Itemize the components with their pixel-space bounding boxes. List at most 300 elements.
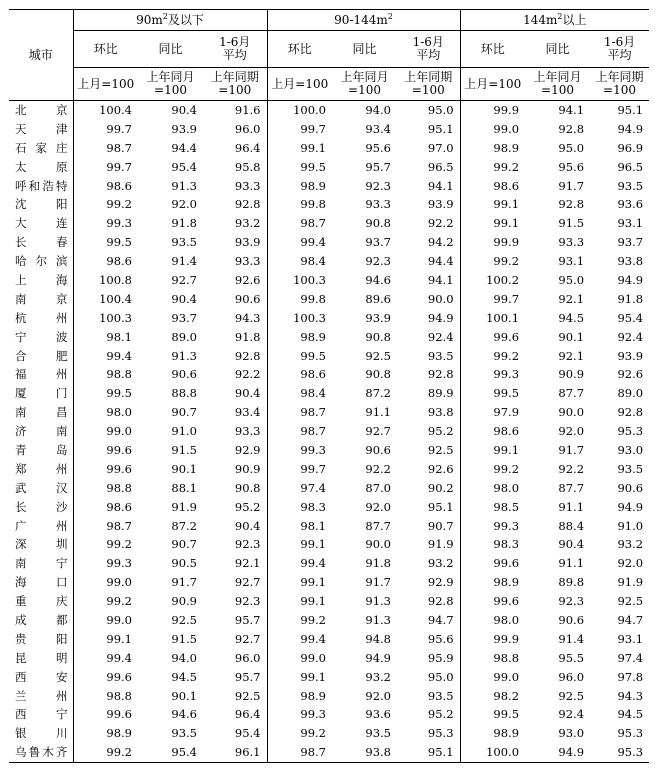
value-large-avg: 95.4	[617, 310, 644, 325]
value-small-yoy: 90.4	[171, 291, 197, 306]
city-name: 宁波	[9, 328, 73, 347]
value-small-mom: 98.7	[106, 518, 132, 533]
value-medium-avg: 93.8	[397, 403, 460, 422]
value-small-avg: 92.5	[203, 687, 267, 706]
value-large-mom: 97.9	[493, 405, 520, 420]
city-name: 青岛	[9, 441, 73, 460]
value-large-mom: 100.0	[460, 743, 525, 762]
value-medium-avg: 95.1	[397, 743, 460, 762]
table-row	[9, 328, 649, 347]
value-medium-yoy: 91.3	[365, 612, 391, 627]
value-small-avg: 90.9	[203, 460, 267, 479]
value-medium-avg: 97.0	[397, 139, 460, 158]
value-large-avg: 93.5	[617, 178, 644, 193]
mom-header: 环比	[73, 31, 138, 68]
value-large-yoy: 95.5	[558, 650, 585, 665]
table-row	[9, 630, 649, 649]
value-medium-avg: 92.2	[397, 214, 460, 233]
value-small-yoy: 91.3	[171, 348, 197, 363]
value-medium-avg: 95.2	[397, 706, 460, 725]
value-small-mom: 100.4	[99, 102, 132, 117]
value-medium-avg: 92.4	[397, 328, 460, 347]
value-small-yoy: 90.6	[171, 367, 197, 382]
value-small-avg: 96.1	[203, 743, 267, 762]
value-medium-mom: 99.8	[300, 291, 326, 306]
value-small-avg: 95.7	[203, 668, 267, 687]
value-medium-avg: 94.7	[397, 611, 460, 630]
value-medium-yoy: 93.7	[365, 235, 391, 250]
city-name: 贵阳	[9, 630, 73, 649]
value-large-yoy: 92.3	[558, 594, 585, 609]
city-name: 银川	[9, 724, 73, 743]
table-row	[9, 441, 649, 460]
value-medium-avg: 91.9	[397, 535, 460, 554]
value-large-yoy: 92.8	[558, 121, 585, 136]
value-small-mom: 98.9	[106, 726, 132, 741]
city-name: 南宁	[9, 554, 73, 573]
value-medium-mom: 99.1	[300, 594, 326, 609]
value-small-avg: 92.3	[203, 535, 267, 554]
group-header-small: $90m^2$及以下	[73, 10, 267, 31]
value-large-mom: 98.0	[493, 480, 520, 495]
table-row	[9, 271, 649, 290]
value-medium-yoy: 93.5	[365, 726, 391, 741]
value-small-avg: 93.2	[203, 214, 267, 233]
value-small-mom: 98.0	[106, 405, 132, 420]
value-large-avg: 92.6	[617, 367, 644, 382]
value-large-mom: 99.9	[493, 631, 520, 646]
table-header	[9, 10, 649, 101]
value-medium-yoy: 93.6	[365, 707, 391, 722]
value-large-avg: 93.8	[617, 254, 644, 269]
table-row	[9, 177, 649, 196]
value-small-yoy: 95.4	[171, 159, 197, 174]
city-name: 重庆	[9, 592, 73, 611]
value-medium-avg: 93.9	[397, 195, 460, 214]
value-large-avg: 93.1	[617, 631, 644, 646]
value-large-yoy: 94.9	[525, 743, 590, 762]
value-small-yoy: 91.9	[171, 499, 197, 514]
value-large-mom: 99.3	[493, 367, 520, 382]
value-large-yoy: 90.4	[558, 537, 585, 552]
city-name: 呼和浩特	[9, 177, 73, 196]
value-medium-mom: 100.3	[293, 272, 326, 287]
value-medium-mom: 99.3	[300, 707, 326, 722]
value-large-avg: 91.8	[617, 291, 644, 306]
value-small-yoy: 90.7	[171, 405, 197, 420]
value-small-yoy: 88.1	[171, 480, 197, 495]
value-small-avg: 90.8	[203, 479, 267, 498]
value-medium-yoy: 90.6	[365, 442, 391, 457]
table-row	[9, 498, 649, 517]
value-medium-mom: 99.8	[300, 197, 326, 212]
value-large-mom: 99.3	[493, 518, 520, 533]
value-small-yoy: 90.7	[171, 537, 197, 552]
value-medium-avg: 95.6	[397, 630, 460, 649]
value-small-avg: 93.3	[203, 252, 267, 271]
table-row	[9, 309, 649, 328]
city-name: 太原	[9, 158, 73, 177]
value-small-mom: 98.8	[106, 367, 132, 382]
table-row	[9, 743, 649, 762]
value-large-yoy: 90.0	[558, 405, 585, 420]
value-small-yoy: 94.5	[171, 669, 197, 684]
value-medium-yoy: 90.0	[365, 537, 391, 552]
value-medium-avg: 95.1	[397, 498, 460, 517]
h1-average-header: 1-6月 平均	[397, 31, 460, 68]
value-small-yoy: 93.7	[171, 310, 197, 325]
city-name: 哈尔滨	[9, 252, 73, 271]
city-name: 石家庄	[9, 139, 73, 158]
value-large-yoy: 90.9	[558, 367, 585, 382]
value-large-mom: 99.6	[493, 329, 520, 344]
value-medium-yoy: 93.4	[365, 121, 391, 136]
value-small-yoy: 89.0	[171, 329, 197, 344]
city-name: 大连	[9, 214, 73, 233]
price-index-table	[9, 9, 649, 763]
value-small-mom: 99.0	[106, 612, 132, 627]
value-small-yoy: 88.8	[171, 386, 197, 401]
value-medium-avg: 94.2	[397, 233, 460, 252]
value-medium-mom: 98.7	[300, 424, 326, 439]
value-medium-avg: 90.2	[397, 479, 460, 498]
value-small-avg: 92.9	[203, 441, 267, 460]
value-small-mom: 99.6	[106, 707, 132, 722]
value-large-mom: 98.6	[493, 424, 520, 439]
value-medium-yoy: 94.0	[365, 102, 391, 117]
value-large-yoy: 94.5	[558, 310, 585, 325]
table-row	[9, 101, 649, 120]
value-large-yoy: 91.7	[558, 178, 585, 193]
value-large-mom: 99.5	[493, 707, 520, 722]
value-medium-avg: 94.9	[397, 309, 460, 328]
table-row	[9, 724, 649, 743]
value-small-avg: 93.9	[203, 233, 267, 252]
value-large-avg: 94.5	[617, 707, 644, 722]
value-large-yoy: 96.0	[558, 669, 585, 684]
value-medium-yoy: 91.7	[365, 575, 391, 590]
value-medium-avg: 89.9	[397, 384, 460, 403]
value-large-mom: 98.5	[493, 499, 520, 514]
value-large-mom: 99.7	[493, 291, 520, 306]
value-large-avg: 92.5	[617, 594, 644, 609]
mom-header: 环比	[460, 31, 525, 68]
value-large-mom: 100.1	[486, 310, 520, 325]
value-small-avg: 91.6	[203, 101, 267, 120]
value-small-mom: 99.2	[106, 197, 132, 212]
value-medium-yoy: 92.3	[365, 178, 391, 193]
value-large-yoy: 91.1	[558, 556, 585, 571]
value-large-yoy: 92.5	[558, 688, 585, 703]
value-small-mom: 99.0	[106, 424, 132, 439]
value-large-mom: 99.1	[493, 197, 520, 212]
value-small-yoy: 91.5	[171, 442, 197, 457]
value-medium-yoy: 93.8	[332, 743, 397, 762]
value-medium-yoy: 92.3	[365, 254, 391, 269]
value-medium-avg: 92.8	[397, 365, 460, 384]
value-medium-avg: 95.0	[397, 668, 460, 687]
h1-average-header: 1-6月 平均	[203, 31, 267, 68]
value-small-yoy: 92.0	[171, 197, 197, 212]
value-medium-mom: 99.5	[300, 348, 326, 363]
value-medium-yoy: 92.2	[365, 461, 391, 476]
value-medium-avg: 94.4	[397, 252, 460, 271]
value-small-yoy: 93.9	[171, 121, 197, 136]
table-row	[9, 365, 649, 384]
value-small-avg: 93.3	[203, 422, 267, 441]
value-large-yoy: 91.5	[558, 216, 585, 231]
value-large-mom: 99.1	[493, 442, 520, 457]
value-large-mom: 98.9	[493, 140, 520, 155]
value-medium-avg: 92.9	[397, 573, 460, 592]
value-small-avg: 92.8	[203, 195, 267, 214]
value-small-avg: 92.7	[203, 630, 267, 649]
value-large-mom: 99.9	[493, 235, 520, 250]
table-row	[9, 573, 649, 592]
value-medium-avg: 95.1	[397, 120, 460, 139]
table-row	[9, 554, 649, 573]
city-name: 厦门	[9, 384, 73, 403]
value-large-mom: 99.6	[493, 556, 520, 571]
value-large-mom: 99.5	[493, 386, 520, 401]
value-medium-yoy: 95.6	[365, 140, 391, 155]
value-large-mom: 99.0	[493, 121, 520, 136]
value-small-avg: 91.8	[203, 328, 267, 347]
value-medium-mom: 99.1	[300, 140, 326, 155]
value-large-avg: 95.3	[617, 726, 644, 741]
value-large-yoy: 92.8	[558, 197, 585, 212]
value-large-yoy: 91.4	[558, 631, 585, 646]
value-large-avg: 93.6	[617, 197, 644, 212]
value-large-yoy: 92.1	[558, 348, 585, 363]
same-month-base: 上年同月 =100	[525, 68, 590, 101]
value-medium-mom: 98.9	[300, 178, 326, 193]
value-large-avg: 90.6	[617, 480, 644, 495]
value-small-mom: 100.3	[99, 310, 132, 325]
value-medium-mom: 98.7	[300, 405, 326, 420]
value-small-yoy: 94.4	[171, 140, 197, 155]
value-medium-mom: 97.4	[300, 480, 326, 495]
value-small-avg: 92.1	[203, 554, 267, 573]
table-row	[9, 422, 649, 441]
value-medium-avg: 95.9	[397, 649, 460, 668]
value-medium-yoy: 94.6	[365, 272, 391, 287]
value-medium-avg: 93.5	[397, 347, 460, 366]
value-small-yoy: 91.8	[171, 216, 197, 231]
value-small-mom: 99.4	[106, 348, 132, 363]
sub-header-row	[9, 31, 649, 68]
value-small-mom: 100.8	[99, 272, 132, 287]
value-small-yoy: 93.5	[171, 726, 197, 741]
table-row	[9, 706, 649, 725]
yoy-header: 同比	[525, 31, 590, 68]
city-name: 郑州	[9, 460, 73, 479]
value-large-mom: 98.8	[493, 650, 520, 665]
city-name: 南昌	[9, 403, 73, 422]
value-medium-yoy: 89.6	[365, 291, 391, 306]
table-row	[9, 403, 649, 422]
value-large-mom: 99.2	[493, 461, 520, 476]
value-large-yoy: 95.0	[558, 140, 585, 155]
value-medium-mom: 99.1	[300, 537, 326, 552]
value-large-avg: 95.3	[617, 424, 644, 439]
table-row	[9, 290, 649, 309]
value-medium-yoy: 87.2	[365, 386, 391, 401]
group-header-large: $144m^2$以上	[460, 10, 649, 31]
value-large-avg: 94.7	[617, 612, 644, 627]
value-small-yoy: 90.5	[171, 556, 197, 571]
value-medium-avg: 94.1	[397, 177, 460, 196]
table-row	[9, 668, 649, 687]
city-name: 南京	[9, 290, 73, 309]
group-header-medium: $90-144m^2$	[267, 10, 460, 31]
yoy-header: 同比	[332, 31, 397, 68]
city-name: 兰州	[9, 687, 73, 706]
value-medium-yoy: 95.7	[365, 159, 391, 174]
same-period-base: 上年同期 =100	[590, 68, 649, 101]
value-small-yoy: 91.3	[171, 178, 197, 193]
value-medium-mom: 99.7	[300, 121, 326, 136]
value-medium-avg: 92.6	[397, 460, 460, 479]
value-small-yoy: 94.0	[171, 650, 197, 665]
prev-month-base: 上月=100	[267, 68, 332, 101]
value-medium-mom: 99.0	[300, 650, 326, 665]
value-medium-mom: 98.4	[300, 386, 326, 401]
value-large-avg: 93.2	[617, 537, 644, 552]
yoy-header: 同比	[138, 31, 203, 68]
value-large-avg: 96.5	[617, 159, 644, 174]
value-small-avg: 96.4	[203, 139, 267, 158]
value-small-avg: 95.2	[203, 498, 267, 517]
value-medium-yoy: 87.0	[365, 480, 391, 495]
value-small-yoy: 91.0	[171, 424, 197, 439]
value-small-yoy: 87.2	[171, 518, 197, 533]
same-month-base: 上年同月 =100	[332, 68, 397, 101]
value-large-avg: 96.9	[617, 140, 644, 155]
value-small-avg: 90.4	[203, 384, 267, 403]
value-medium-avg: 95.3	[397, 724, 460, 743]
table-row	[9, 195, 649, 214]
value-medium-yoy: 93.3	[365, 197, 391, 212]
value-small-yoy: 94.6	[171, 707, 197, 722]
price-index-table-container	[9, 9, 649, 763]
value-large-avg: 94.9	[617, 272, 644, 287]
value-medium-yoy: 93.9	[365, 310, 391, 325]
value-large-yoy: 93.3	[558, 235, 585, 250]
value-medium-yoy: 92.5	[365, 348, 391, 363]
value-large-mom: 98.2	[493, 688, 520, 703]
value-medium-yoy: 91.8	[365, 556, 391, 571]
value-medium-mom: 99.4	[300, 631, 326, 646]
value-large-avg: 91.9	[617, 575, 644, 590]
value-small-avg: 92.7	[203, 573, 267, 592]
value-large-mom: 99.1	[493, 216, 520, 231]
city-name: 福州	[9, 365, 73, 384]
value-small-avg: 96.0	[203, 120, 267, 139]
city-name: 长春	[9, 233, 73, 252]
mom-header: 环比	[267, 31, 332, 68]
city-name: 广州	[9, 517, 73, 536]
value-small-mom: 99.2	[106, 594, 132, 609]
value-small-avg: 95.8	[203, 158, 267, 177]
value-large-avg: 91.0	[617, 518, 644, 533]
value-large-avg: 93.7	[617, 235, 644, 250]
value-small-mom: 99.6	[106, 442, 132, 457]
value-large-yoy: 88.4	[558, 518, 585, 533]
value-small-mom: 99.4	[106, 650, 132, 665]
value-small-yoy: 92.5	[171, 612, 197, 627]
value-medium-yoy: 93.2	[365, 669, 391, 684]
city-name: 海口	[9, 573, 73, 592]
value-large-yoy: 87.7	[558, 386, 585, 401]
value-large-avg: 97.4	[617, 650, 644, 665]
value-small-avg: 96.4	[203, 706, 267, 725]
base-header-row	[9, 68, 649, 101]
value-small-yoy: 90.9	[171, 594, 197, 609]
value-small-mom: 100.4	[99, 291, 132, 306]
value-medium-mom: 99.4	[300, 556, 326, 571]
same-period-base: 上年同期 =100	[203, 68, 267, 101]
value-large-yoy: 93.0	[558, 726, 585, 741]
value-large-mom: 99.2	[493, 348, 520, 363]
value-large-yoy: 92.4	[558, 707, 585, 722]
city-name: 合肥	[9, 347, 73, 366]
value-large-avg: 89.0	[617, 386, 644, 401]
value-medium-mom: 98.7	[300, 216, 326, 231]
value-large-avg: 92.4	[617, 329, 644, 344]
value-small-mom: 99.6	[106, 461, 132, 476]
table-row	[9, 384, 649, 403]
table-row	[9, 649, 649, 668]
h1-average-header: 1-6月 平均	[590, 31, 649, 68]
city-name: 西安	[9, 668, 73, 687]
value-medium-yoy: 92.7	[365, 424, 391, 439]
value-small-yoy: 90.4	[171, 102, 197, 117]
value-small-avg: 93.3	[203, 177, 267, 196]
value-small-yoy: 93.5	[171, 235, 197, 250]
value-small-avg: 92.2	[203, 365, 267, 384]
value-large-avg: 93.5	[617, 461, 644, 476]
value-medium-yoy: 90.8	[365, 216, 391, 231]
value-large-mom: 98.9	[493, 726, 520, 741]
value-medium-yoy: 94.8	[365, 631, 391, 646]
value-large-yoy: 92.2	[558, 461, 585, 476]
value-medium-mom: 99.3	[300, 442, 326, 457]
value-medium-avg: 92.8	[397, 592, 460, 611]
city-name: 济南	[9, 422, 73, 441]
value-large-yoy: 95.0	[558, 272, 585, 287]
table-row	[9, 517, 649, 536]
value-small-mom: 98.8	[106, 480, 132, 495]
same-period-base: 上年同期 =100	[397, 68, 460, 101]
table-row	[9, 535, 649, 554]
value-large-avg: 92.0	[617, 556, 644, 571]
value-medium-mom: 99.1	[300, 669, 326, 684]
value-medium-mom: 99.2	[300, 726, 326, 741]
city-name: 成都	[9, 611, 73, 630]
value-medium-avg: 93.2	[397, 554, 460, 573]
value-medium-mom: 98.6	[300, 367, 326, 382]
city-name: 长沙	[9, 498, 73, 517]
value-small-yoy: 95.4	[138, 743, 203, 762]
value-large-avg: 95.3	[590, 743, 649, 762]
value-large-mom: 99.2	[493, 159, 520, 174]
city-name: 北京	[9, 101, 73, 120]
value-small-avg: 90.4	[203, 517, 267, 536]
table-row	[9, 611, 649, 630]
value-large-mom: 98.3	[493, 537, 520, 552]
table-row	[9, 460, 649, 479]
